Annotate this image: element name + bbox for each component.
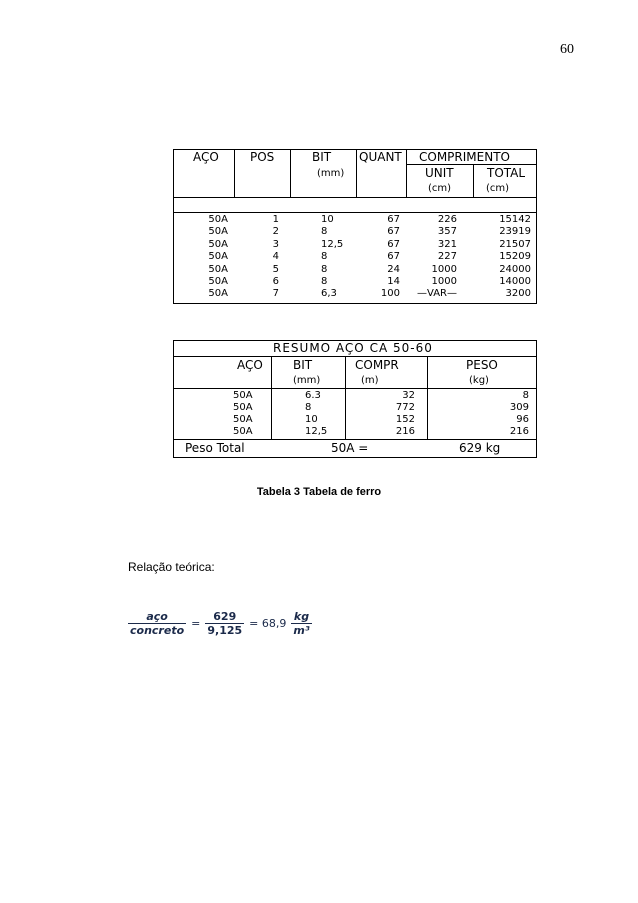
divider <box>173 212 537 213</box>
table2-cell-peso: 216 <box>509 426 529 437</box>
header-peso-unit: (kg) <box>469 375 489 386</box>
table1-cell-bit: 8 <box>321 226 328 238</box>
table1-cell-quant: 67 <box>387 214 400 225</box>
table2-cell-aco: 50A <box>233 426 253 437</box>
header-comprimento: COMPRIMENTO <box>419 150 510 164</box>
table1-cell-quant: 67 <box>387 238 400 250</box>
rebar-table <box>173 149 537 304</box>
relacao-label: Relação teórica: <box>128 560 215 574</box>
table1-cell-unit: —VAR— <box>417 288 457 300</box>
total-label: Peso Total <box>185 441 245 455</box>
table1-cell-aco: 50A <box>208 238 228 250</box>
divider <box>234 149 235 197</box>
table1-cell-pos: 1 <box>272 214 279 225</box>
table-caption: Tabela 3 Tabela de ferro <box>256 486 382 498</box>
table1-cell-bit: 8 <box>321 276 328 287</box>
table1-cell-quant: 14 <box>387 276 400 287</box>
table2-cell-bit: 12,5 <box>305 426 328 437</box>
page-number: 60 <box>560 42 574 57</box>
header-compr-unit: (m) <box>361 375 379 386</box>
header-compr: COMPR <box>355 358 399 372</box>
table1-cell-total: 15209 <box>499 251 531 263</box>
header-peso: PESO <box>466 358 498 372</box>
table1-cell-total: 21507 <box>499 238 531 250</box>
fraction-unit <box>291 610 311 637</box>
header-total: TOTAL <box>487 166 526 180</box>
table1-cell-aco: 50A <box>208 288 228 300</box>
table1-cell-pos: 2 <box>272 226 279 238</box>
table1-cell-pos: 7 <box>272 288 279 300</box>
table1-cell-bit: 8 <box>321 263 328 275</box>
divider <box>406 164 537 165</box>
table1-cell-aco: 50A <box>208 251 228 263</box>
header-bit: BIT <box>312 150 332 164</box>
fraction-values <box>205 610 244 637</box>
table1-cell-total: 3200 <box>505 288 531 300</box>
table1-cell-quant: 24 <box>387 263 400 275</box>
table1-cell-unit: 1000 <box>431 276 457 287</box>
table1-cell-unit: 226 <box>437 214 457 225</box>
table2-cell-bit: 6.3 <box>305 390 321 401</box>
header-unit: UNIT <box>425 166 454 180</box>
total-type: 50A = <box>331 441 369 455</box>
table2-cell-aco: 50A <box>233 390 253 401</box>
table1-cell-total: 15142 <box>499 214 531 225</box>
table2-cell-bit: 8 <box>305 402 312 413</box>
table1-cell-quant: 100 <box>380 288 400 300</box>
table1-cell-quant: 67 <box>387 226 400 238</box>
divider <box>173 388 537 389</box>
divider <box>427 356 428 439</box>
header-total-unit: (cm) <box>486 183 510 194</box>
header-aco: AÇO <box>193 150 219 164</box>
table1-cell-bit: 8 <box>321 251 328 263</box>
table1-cell-bit: 12,5 <box>321 238 344 250</box>
table1-cell-unit: 1000 <box>431 263 457 275</box>
table2-cell-compr: 32 <box>402 390 415 401</box>
denominator: concreto <box>130 624 185 637</box>
numerator: 629 <box>213 610 237 623</box>
table1-cell-unit: 227 <box>437 251 457 263</box>
divider <box>173 439 537 440</box>
header-bit-unit: (mm) <box>317 168 345 179</box>
equals-sign: = <box>191 617 201 630</box>
table1-cell-pos: 6 <box>272 276 279 287</box>
table1-cell-aco: 50A <box>208 276 228 287</box>
summary-table <box>173 340 537 458</box>
table2-cell-compr: 772 <box>395 402 415 413</box>
table1-cell-bit: 10 <box>321 214 334 225</box>
table1-cell-total: 23919 <box>499 226 531 238</box>
table1-cell-aco: 50A <box>208 226 228 238</box>
divider <box>406 149 407 197</box>
table1-cell-unit: 357 <box>437 226 457 238</box>
table1-cell-aco: 50A <box>208 214 228 225</box>
divider <box>173 197 537 198</box>
divider <box>173 356 537 357</box>
denominator: 9,125 <box>207 624 243 637</box>
table1-cell-total: 14000 <box>499 276 531 287</box>
header-pos: POS <box>250 150 275 164</box>
table2-cell-compr: 216 <box>395 426 415 437</box>
divider <box>271 356 272 439</box>
table1-cell-unit: 321 <box>437 238 457 250</box>
table1-cell-pos: 4 <box>272 251 279 263</box>
table2-cell-aco: 50A <box>233 402 253 413</box>
table2-cell-peso: 309 <box>509 402 529 413</box>
total-value: 629 kg <box>459 441 501 455</box>
denominator: m³ <box>293 624 310 637</box>
table1-cell-pos: 5 <box>272 263 279 275</box>
table1-cell-pos: 3 <box>272 238 279 250</box>
table2-cell-compr: 152 <box>395 414 415 425</box>
table1-cell-aco: 50A <box>208 263 228 275</box>
table2-cell-aco: 50A <box>233 414 253 425</box>
numerator: aço <box>146 610 168 623</box>
divider <box>356 149 357 197</box>
table1-cell-total: 24000 <box>499 263 531 275</box>
header-quant: QUANT <box>359 150 402 164</box>
divider <box>473 164 474 197</box>
header-bit: BIT <box>293 358 313 372</box>
table1-cell-bit: 6,3 <box>321 288 337 300</box>
fraction-aco-concreto <box>128 610 186 637</box>
result-value: = 68,9 <box>249 617 287 630</box>
table2-cell-peso: 8 <box>522 390 529 401</box>
table1-cell-quant: 67 <box>387 251 400 263</box>
numerator: kg <box>293 610 310 623</box>
summary-title: RESUMO AÇO CA 50-60 <box>273 341 433 355</box>
table2-cell-peso: 96 <box>516 414 529 425</box>
table2-cell-bit: 10 <box>305 414 318 425</box>
header-aco: AÇO <box>237 358 263 372</box>
divider <box>290 149 291 197</box>
ratio-formula <box>128 610 312 637</box>
divider <box>345 356 346 439</box>
header-unit-unit: (cm) <box>428 183 452 194</box>
header-bit-unit: (mm) <box>293 375 321 386</box>
